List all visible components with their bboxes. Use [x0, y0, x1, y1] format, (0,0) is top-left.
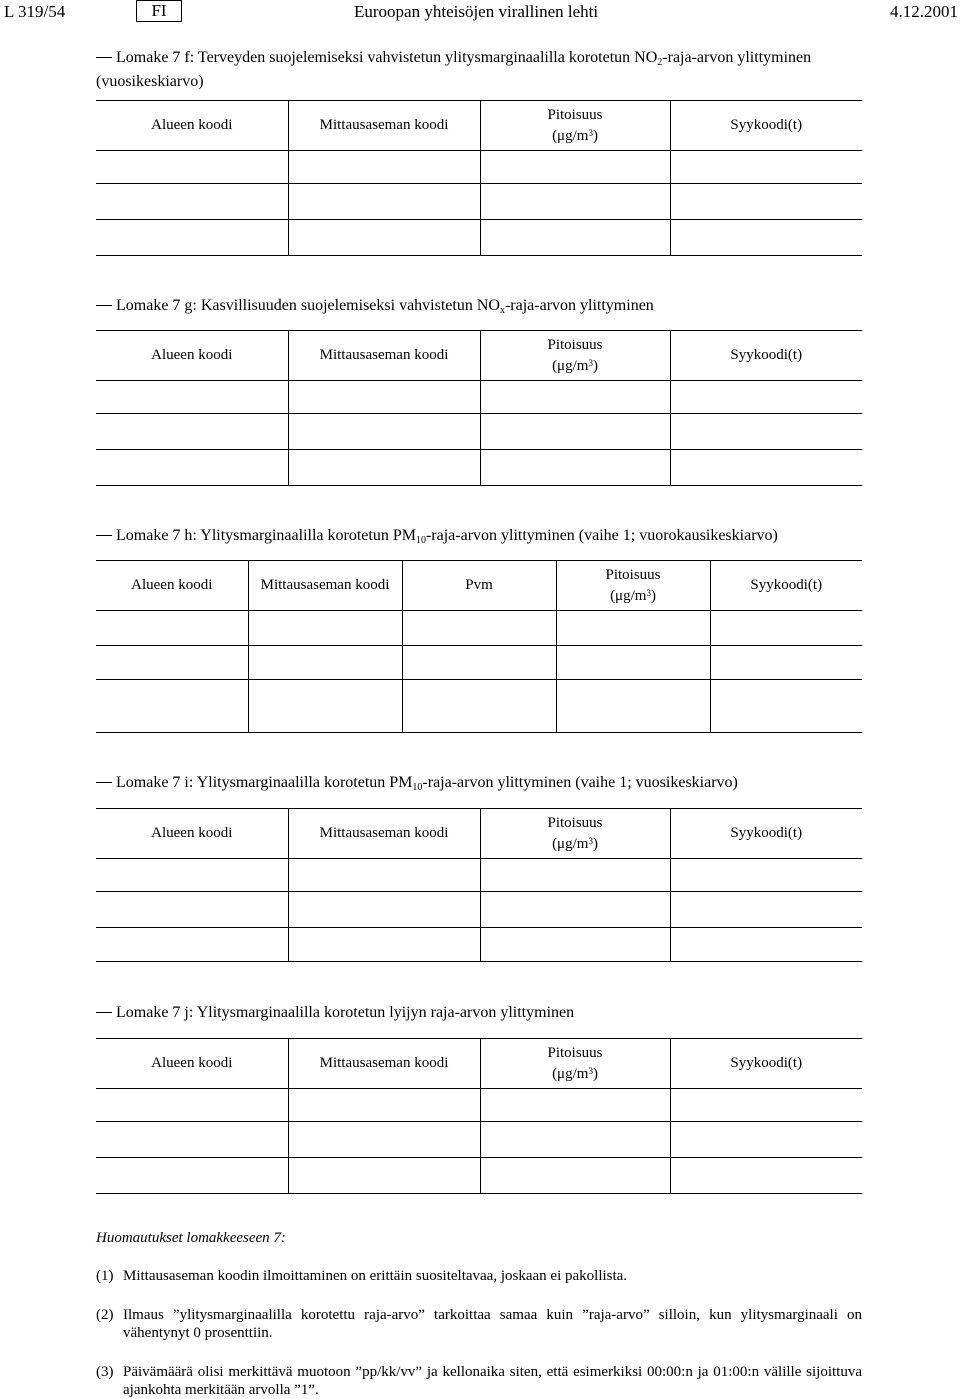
table-row — [96, 220, 862, 256]
col-area-code: Alueen koodi — [96, 561, 248, 611]
cell-station[interactable] — [288, 450, 480, 486]
col-area-code: Alueen koodi — [96, 101, 288, 151]
cell-area[interactable] — [96, 381, 288, 414]
table-row — [96, 1122, 862, 1158]
cell-concentration[interactable] — [480, 928, 670, 962]
col-concentration: Pitoisuus $(\mu g/m^3)$ — [480, 1039, 670, 1089]
cell-area[interactable] — [96, 611, 248, 646]
cell-concentration[interactable] — [480, 1089, 670, 1122]
cell-concentration[interactable] — [480, 1122, 670, 1158]
cell-reason[interactable] — [670, 414, 862, 450]
title-dash — [96, 305, 112, 306]
col-concentration: Pitoisuus $(\mu g/m^3)$ — [480, 101, 670, 151]
table-row — [96, 450, 862, 486]
cell-date[interactable] — [402, 680, 556, 733]
col-station-code: Mittausaseman koodi — [288, 101, 480, 151]
cell-date[interactable] — [402, 611, 556, 646]
col-reason-code: Syykoodi(t) — [670, 1039, 862, 1089]
cell-reason[interactable] — [710, 680, 862, 733]
table-row — [96, 151, 862, 184]
cell-reason[interactable] — [670, 928, 862, 962]
col-concentration: Pitoisuus $(\mu g/m^3)$ — [480, 809, 670, 859]
col-area-code: Alueen koodi — [96, 331, 288, 381]
note-text: Mittausaseman koodin ilmoittaminen on erittäin suositeltavaa, joskaan ei pakollista. — [123, 1268, 628, 1284]
section-title-7h: Lomake 7 h: Ylitysmarginaalilla korotetun $PM_{10}-raja$-arvon ylittyminen (vaihe 1; vuorokausikeskiarvo) — [96, 526, 866, 550]
col-station-code: Mittausaseman koodi — [288, 1039, 480, 1089]
note-item — [96, 1363, 862, 1399]
title-dash — [96, 782, 112, 783]
table-header-row — [96, 101, 862, 151]
cell-area[interactable] — [96, 220, 288, 256]
cell-area[interactable] — [96, 928, 288, 962]
cell-date[interactable] — [402, 646, 556, 680]
note-number: (1) — [96, 1268, 114, 1284]
table-7j — [96, 1038, 862, 1194]
cell-reason[interactable] — [670, 381, 862, 414]
title-dash — [96, 57, 112, 58]
cell-concentration[interactable] — [556, 646, 710, 680]
cell-area[interactable] — [96, 859, 288, 892]
col-reason-code: Syykoodi(t) — [670, 331, 862, 381]
cell-reason[interactable] — [670, 220, 862, 256]
table-header-row — [96, 1039, 862, 1089]
table-row — [96, 646, 862, 680]
cell-concentration[interactable] — [480, 381, 670, 414]
note-item — [96, 1267, 862, 1285]
cell-station[interactable] — [248, 611, 402, 646]
cell-concentration[interactable] — [480, 892, 670, 928]
table-row — [96, 928, 862, 962]
section-title-7f: Lomake 7 f: Terveyden suojelemiseksi vahvistetun ylitysmarginaalilla korotetun $NO_2-raja$-arvon ylittyminen (vuosikeskiarvo) — [96, 49, 812, 90]
cell-station[interactable] — [288, 1158, 480, 1194]
page-header — [0, 0, 960, 28]
table-7g — [96, 330, 862, 486]
cell-reason[interactable] — [710, 611, 862, 646]
publication-date: 4.12.2001 — [890, 2, 958, 21]
table-7f — [96, 100, 862, 256]
table-header-row — [96, 331, 862, 381]
cell-station[interactable] — [288, 1089, 480, 1122]
cell-station[interactable] — [288, 859, 480, 892]
col-reason-code: Syykoodi(t) — [670, 809, 862, 859]
cell-reason[interactable] — [670, 184, 862, 220]
table-row — [96, 1089, 862, 1122]
cell-area[interactable] — [96, 414, 288, 450]
cell-station[interactable] — [288, 414, 480, 450]
table-7h — [96, 560, 862, 733]
note-number: (2) — [96, 1307, 114, 1323]
cell-area[interactable] — [96, 892, 288, 928]
col-station-code: Mittausaseman koodi — [288, 331, 480, 381]
cell-area[interactable] — [96, 1089, 288, 1122]
cell-area[interactable] — [96, 646, 248, 680]
note-text: Päivämäärä olisi merkittävä muotoon ”pp/kk/vv” ja kellonaika siten, että esimerkiksi 00:00:n ja 01:00:n välille sijoittuva ajankohta merkitään arvolla ”1”. — [123, 1364, 862, 1398]
title-dash — [96, 1012, 112, 1013]
notes-section — [96, 1229, 862, 1398]
col-station-code: Mittausaseman koodi — [248, 561, 402, 611]
cell-area[interactable] — [96, 1122, 288, 1158]
cell-concentration[interactable] — [480, 859, 670, 892]
table-row — [96, 892, 862, 928]
cell-station[interactable] — [248, 646, 402, 680]
col-reason-code: Syykoodi(t) — [710, 561, 862, 611]
notes-title: Huomautukset lomakkeeseen 7: — [96, 1230, 286, 1246]
section-title-7g: Lomake 7 g: Kasvillisuuden suojelemiseksi vahvistetun $NO_x-raja$-arvon ylittyminen — [96, 296, 866, 320]
note-item — [96, 1306, 862, 1342]
cell-concentration[interactable] — [556, 611, 710, 646]
cell-concentration[interactable] — [556, 680, 710, 733]
table-row — [96, 859, 862, 892]
note-number: (3) — [96, 1364, 114, 1380]
col-concentration: Pitoisuus $(\mu g/m^3)$ — [480, 331, 670, 381]
cell-concentration[interactable] — [480, 1158, 670, 1194]
section-title-7j: Lomake 7 j: Ylitysmarginaalilla korotetun lyijyn raja-arvon ylittyminen — [96, 1003, 866, 1022]
table-row — [96, 381, 862, 414]
cell-concentration[interactable] — [480, 414, 670, 450]
col-area-code: Alueen koodi — [96, 809, 288, 859]
table-header-row — [96, 561, 862, 611]
cell-reason[interactable] — [670, 1089, 862, 1122]
cell-station[interactable] — [288, 184, 480, 220]
cell-reason[interactable] — [670, 892, 862, 928]
cell-reason[interactable] — [670, 1122, 862, 1158]
cell-area[interactable] — [96, 680, 248, 733]
cell-station[interactable] — [288, 1122, 480, 1158]
cell-concentration[interactable] — [480, 450, 670, 486]
cell-reason[interactable] — [670, 1158, 862, 1194]
col-reason-code: Syykoodi(t) — [670, 101, 862, 151]
cell-concentration[interactable] — [480, 220, 670, 256]
cell-station[interactable] — [288, 381, 480, 414]
col-date: Pvm — [402, 561, 556, 611]
col-concentration: Pitoisuus $(\mu g/m^3)$ — [556, 561, 710, 611]
col-area-code: Alueen koodi — [96, 1039, 288, 1089]
cell-station[interactable] — [288, 151, 480, 184]
section-title-7i: Lomake 7 i: Ylitysmarginaalilla korotetun $PM_{10}-raja$-arvon ylittyminen (vaihe 1; vuosikeskiarvo) — [96, 773, 866, 797]
cell-area[interactable] — [96, 151, 288, 184]
cell-reason[interactable] — [670, 859, 862, 892]
table-header-row — [96, 809, 862, 859]
col-station-code: Mittausaseman koodi — [288, 809, 480, 859]
cell-reason[interactable] — [670, 151, 862, 184]
cell-area[interactable] — [96, 184, 288, 220]
table-row — [96, 184, 862, 220]
cell-station[interactable] — [248, 680, 402, 733]
cell-area[interactable] — [96, 450, 288, 486]
cell-station[interactable] — [288, 220, 480, 256]
table-row — [96, 680, 862, 733]
cell-reason[interactable] — [710, 646, 862, 680]
journal-title: Euroopan yhteisöjen virallinen lehti — [354, 2, 599, 21]
table-row — [96, 611, 862, 646]
cell-area[interactable] — [96, 1158, 288, 1194]
table-row — [96, 1158, 862, 1194]
cell-reason[interactable] — [670, 450, 862, 486]
cell-station[interactable] — [288, 892, 480, 928]
note-text: Ilmaus ”ylitysmarginaalilla korotettu raja-arvo” tarkoittaa samaa kuin ”raja-arvo” silloin, kun ylitysmarginaali on vähentynyt 0 prosenttiin. — [123, 1307, 862, 1341]
cell-concentration[interactable] — [480, 184, 670, 220]
cell-concentration[interactable] — [480, 151, 670, 184]
language-box: FI — [136, 0, 182, 22]
page-reference: L 319/54 — [4, 2, 66, 21]
title-dash — [96, 535, 112, 536]
table-7i — [96, 808, 862, 962]
table-row — [96, 414, 862, 450]
cell-station[interactable] — [288, 928, 480, 962]
